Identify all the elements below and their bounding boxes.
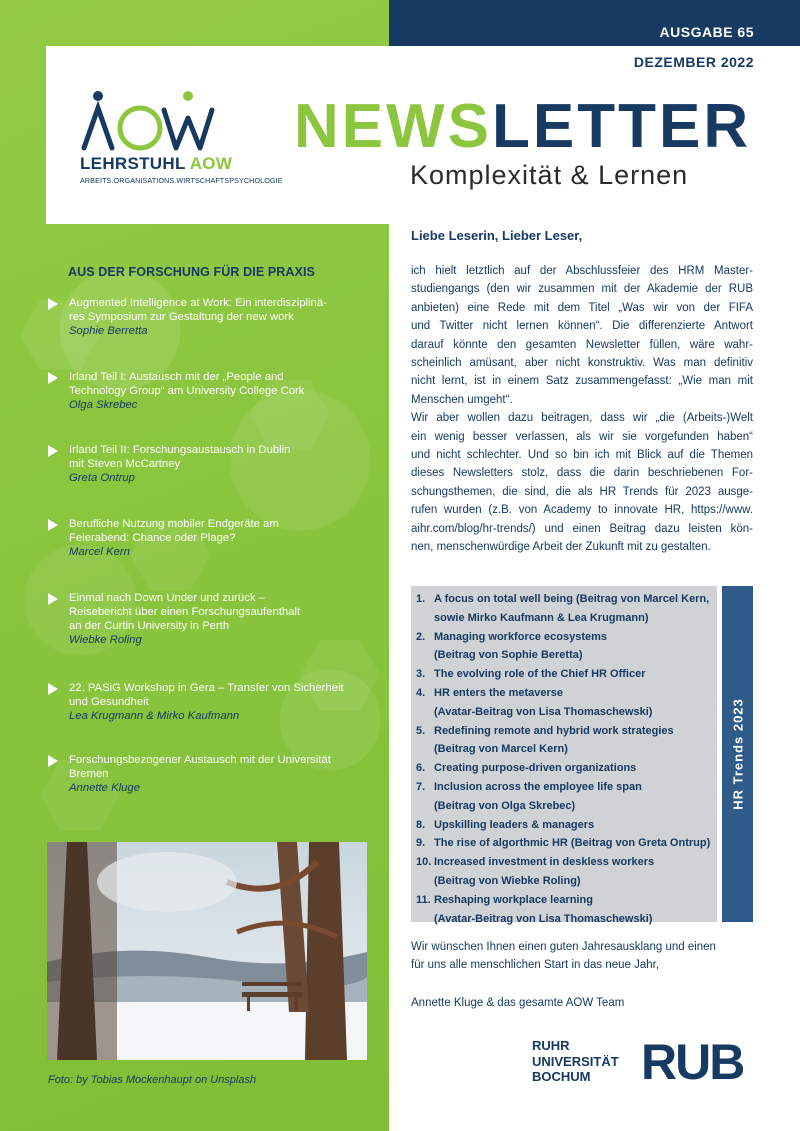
newsletter-subtitle: Komplexität & Lernen (410, 160, 689, 190)
university-name (532, 1038, 619, 1085)
play-arrow-icon (48, 519, 58, 531)
toc-item-author: Lea Krugmann & Mirko Kaufmann (69, 710, 240, 722)
hr-trend-item (416, 891, 716, 929)
hr-trend-number: 6. (416, 762, 426, 775)
section-heading: AUS DER FORSCHUNG FÜR DIE PRAXIS (68, 265, 315, 279)
title-letter: LETTER (492, 92, 752, 161)
letter-paragraph (411, 409, 753, 556)
hr-trend-item (416, 853, 716, 891)
hr-trend-text: Redefining remote and hybrid work strategies (434, 724, 674, 737)
hr-trend-item (416, 722, 716, 760)
toc-item-title: und Gesundheit (69, 696, 149, 708)
closing-line: für uns alle menschlichen Start in das neue Jahr, (411, 959, 660, 972)
letter-line: ich hielt letztlich auf der Abschlussfeier des HRM Master- (411, 265, 753, 277)
hr-trend-text: The evolving role of the Chief HR Officer (434, 668, 646, 681)
university-line: RUHR (532, 1038, 570, 1053)
hr-trend-text: sowie Mirko Kaufmann & Lea Krugmann) (434, 611, 649, 624)
hr-trend-item (416, 778, 716, 816)
hr-trend-text: Reshaping workplace learning (434, 893, 593, 906)
toc-item-author: Wiebke Roling (69, 634, 142, 646)
hr-trend-text: The rise of algorthmic HR (Beitrag von Greta Ontrup) (434, 837, 711, 850)
letter-line: schungsthemen, die sind, die als HR Trends für 2023 ausge- (411, 485, 753, 498)
hr-trend-text: (Avatar-Beitrag von Lisa Thomaschewski) (434, 705, 653, 718)
letter-line: aihr.com/blog/hr-trends/) und einen Beitrag dazu leisten kön- (411, 522, 753, 535)
issue-date: DEZEMBER 2022 (633, 54, 754, 70)
toc-item[interactable] (48, 753, 378, 795)
university-line: BOCHUM (532, 1069, 591, 1084)
hr-trend-item (416, 834, 716, 853)
letter-line: und nicht schlechter. Und so bin ich mit Blick auf die Themen (411, 449, 753, 462)
letter-line: ein wenig besser verlassen, als wir sie vorgefunden haben“ (411, 430, 753, 443)
toc-item-title: Augmented Intelligence at Work: Ein interdisziplinä- (69, 297, 327, 309)
toc-item-title: an der Curtin University in Perth (69, 620, 230, 632)
newsletter-title (294, 92, 752, 161)
hr-trend-number: 8. (416, 818, 426, 831)
letter-line: nen, menschenwürdige Arbeit der Zukunft mit zu gestalten. (411, 541, 711, 554)
hr-trends-list (416, 590, 716, 928)
toc-item[interactable] (48, 591, 378, 647)
hr-trend-item (416, 590, 716, 628)
hr-trend-number: 5. (416, 724, 426, 737)
letter-line: rufen wurden (z.B. von Academy to innovate HR, https://www. (411, 504, 753, 517)
hr-trend-text: (Avatar-Beitrag von Lisa Thomaschewski) (434, 912, 653, 925)
university-line: UNIVERSITÄT (532, 1053, 619, 1069)
photo-caption: Foto: by Tobias Mockenhaupt on Unsplash (48, 1074, 257, 1086)
letter-paragraph (411, 262, 753, 409)
logo-name-part1: LEHRSTUHL (80, 154, 190, 173)
toc-item[interactable] (48, 443, 378, 485)
hr-trend-text: Inclusion across the employee life span (434, 780, 642, 793)
toc-item-title: Forschungsbezogener Austausch mit der Universität (69, 754, 331, 766)
title-news: NEWS (294, 92, 492, 161)
letter-line: Wir aber wollen dazu beitragen, dass wir „die (Arbeits-)Welt (411, 412, 753, 425)
toc-item-title: Berufliche Nutzung mobiler Endgeräte am (69, 518, 279, 530)
hr-trend-text: HR enters the metaverse (434, 686, 564, 699)
toc-item-title: mit Steven McCartney (69, 458, 181, 470)
toc-item[interactable] (48, 296, 378, 338)
toc-item[interactable] (48, 517, 378, 559)
toc-item-title: Irland Teil II: Forschungsaustausch in Dublin (69, 444, 291, 456)
hr-trend-number: 9. (416, 837, 426, 850)
hr-trend-text: Managing workforce ecosystems (434, 630, 608, 643)
hr-trend-text: Increased investment in deskless workers (434, 856, 655, 869)
hr-trend-item (416, 684, 716, 722)
letter-line: scheinlich amüsant, aber nicht konstruktiv. Was man definitiv (411, 357, 753, 370)
toc-item-author: Sophie Berretta (69, 325, 148, 337)
logo-name-part2: AOW (189, 154, 233, 173)
toc-item-title: Irland Teil I: Austausch mit der „People and (69, 371, 284, 383)
hr-trend-text: Creating purpose-driven organizations (434, 762, 637, 775)
hr-trend-text: (Beitrag von Wiebke Roling) (434, 874, 581, 887)
play-arrow-icon (48, 755, 58, 767)
letter-line: studiengangs (den wir zusammen mit der Akademie der RUB (411, 283, 753, 296)
toc-item-author: Marcel Kern (69, 546, 130, 558)
toc-item-title: Bremen (69, 768, 109, 780)
letter-line: dieses Newsletters stolz, dass die darin beschriebenen For- (411, 467, 753, 480)
hr-trend-number: 11. (416, 893, 431, 906)
winter-photo (47, 842, 367, 1060)
hr-trend-text: A focus on total well being (Beitrag von Marcel Kern, (434, 593, 710, 605)
letter-line: darauf könnte den gesamten Newsletter füllen, wäre wahr- (411, 338, 753, 351)
closing-line: Wir wünschen Ihnen einen guten Jahresausklang und einen (411, 941, 716, 953)
toc-item[interactable] (48, 370, 378, 412)
toc-item-title: res Symposium zur Gestaltung der new work (69, 311, 294, 323)
hr-trend-number: 2. (416, 630, 426, 643)
rub-logo: RUB (641, 1034, 744, 1090)
letter-signature: Annette Kluge & das gesamte AOW Team (411, 997, 625, 1009)
play-arrow-icon (48, 445, 58, 457)
letter-line: und Twitter nicht lernen können“. Die differenzierte Antwort (411, 320, 753, 333)
hr-trend-number: 10. (416, 856, 432, 869)
letter-line: Menschen umgeht“. (411, 393, 513, 406)
toc-item-author: Olga Skrebec (69, 399, 138, 411)
toc-item-title: Technology Group“ am University College Cork (69, 385, 305, 397)
hr-trend-number: 1. (416, 593, 426, 605)
winter-landscape-image (47, 842, 367, 1060)
hr-trend-number: 7. (416, 780, 426, 793)
hr-trends-label: HR Trends 2023 (730, 698, 745, 810)
hr-trend-text: (Beitrag von Olga Skrebec) (434, 799, 576, 812)
letter-greeting: Liebe Leserin, Lieber Leser, (411, 228, 583, 243)
toc-item-author: Annette Kluge (69, 782, 140, 794)
hr-trend-item (416, 759, 716, 778)
hr-trend-item (416, 665, 716, 684)
play-arrow-icon (48, 593, 58, 605)
letter-closing (411, 938, 756, 975)
letter-body (411, 262, 753, 557)
play-arrow-icon (48, 298, 58, 310)
play-arrow-icon (48, 683, 58, 695)
hr-trend-number: 4. (416, 686, 426, 699)
letter-line: nicht lernt, ist in einem Satz zusammengefasst: „Wie man mit (411, 375, 753, 388)
toc-item-title: Einmal nach Down Under und zurück – (69, 592, 265, 604)
toc-item-title: Reisebericht über einen Forschungsaufenthalt (69, 606, 301, 618)
issue-number: AUSGABE 65 (659, 24, 754, 40)
logo-subtitle: ARBEITS.ORGANISATIONS.WIRTSCHAFTSPSYCHOLOGIE (80, 176, 283, 185)
toc-item-title: Feierabend: Chance oder Plage? (69, 532, 236, 544)
hr-trend-number: 3. (416, 668, 426, 681)
play-arrow-icon (48, 372, 58, 384)
logo-name (80, 154, 232, 174)
hr-trend-text: (Beitrag von Sophie Beretta) (434, 649, 583, 662)
letter-line: anbieten) eine Rede mit dem Titel „Was wir von der FIFA (411, 301, 753, 314)
toc-item[interactable] (48, 681, 378, 723)
toc-item-author: Greta Ontrup (69, 472, 135, 484)
hr-trend-item (416, 816, 716, 835)
hr-trend-text: Upskilling leaders & managers (434, 818, 595, 831)
hr-trend-item (416, 628, 716, 666)
hr-trends-side-label (722, 586, 753, 922)
hr-trend-text: (Beitrag von Marcel Kern) (434, 743, 568, 756)
toc-item-title: 22. PASiG Workshop in Gera – Transfer von Sicherheit (69, 682, 344, 694)
